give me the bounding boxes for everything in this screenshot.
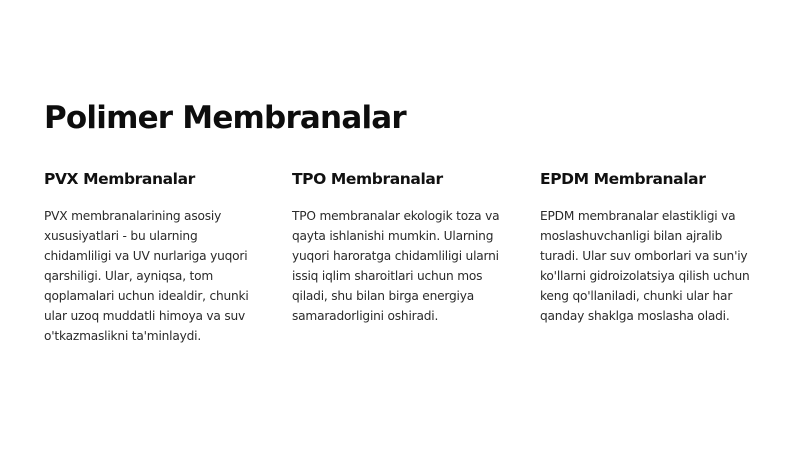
column-heading-tpo: TPO Membranalar — [292, 170, 443, 188]
column-text-pvx: PVX membranalarining asosiy xususiyatlari - bu ularning chidamliligi va UV nurlariga yuqori qarshiligi. Ular, ayniqsa, tom qoplamalari uchun idealdir, chunki ular uzoq muddatli himoya va suv o'tkazmaslikni ta'minlaydi. — [44, 209, 249, 343]
column-heading-pvx: PVX Membranalar — [44, 170, 195, 188]
column-text-tpo: TPO membranalar ekologik toza va qayta ishlanishi mumkin. Ularning yuqori haroratga chidamliligi ularni issiq iqlim sharoitlari uchun mos qiladi, shu bilan birga energiya samaradorligini oshiradi. — [292, 209, 500, 323]
column-tpo — [292, 170, 540, 346]
membrane-columns — [44, 170, 774, 346]
column-epdm — [540, 170, 788, 346]
column-pvx — [44, 170, 292, 346]
column-heading-epdm: EPDM Membranalar — [540, 170, 706, 188]
page-title: Polimer Membranalar — [44, 100, 406, 136]
column-text-epdm: EPDM membranalar elastikligi va moslashuvchanligi bilan ajralib turadi. Ular suv omborlari va sun'iy ko'llarni gidroizolatsiya qilish uchun keng qo'llaniladi, chunki ular har qanday shaklga moslasha oladi. — [540, 209, 750, 323]
